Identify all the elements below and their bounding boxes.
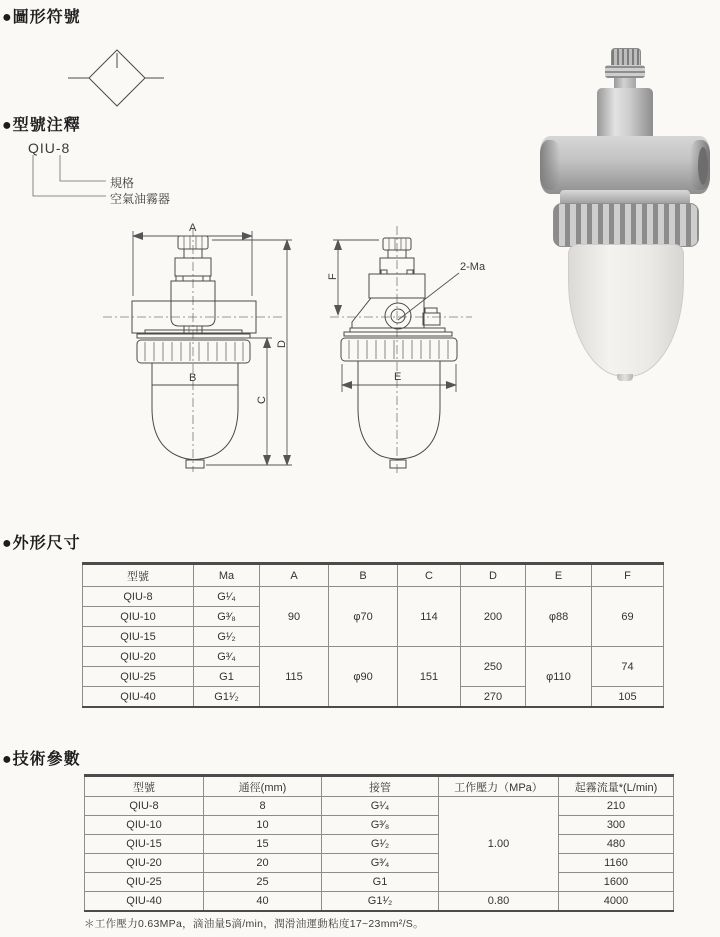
table-header-row bbox=[83, 564, 664, 587]
side-view bbox=[327, 226, 486, 474]
dim-label-b: B bbox=[189, 372, 197, 384]
heading-parameters: ●技術參數 bbox=[2, 751, 81, 768]
cell-model: QIU-25 bbox=[83, 667, 194, 687]
cell-flow: 1160 bbox=[559, 854, 674, 873]
front-view bbox=[103, 222, 292, 472]
col-header: 型號 bbox=[85, 776, 204, 797]
cell-f: 105 bbox=[592, 687, 664, 708]
front-dimensions bbox=[133, 222, 292, 465]
col-header: F bbox=[592, 564, 664, 587]
leader-spec bbox=[60, 155, 106, 181]
cell-ma: G1¹⁄₂ bbox=[194, 687, 260, 708]
front-ring-ribs bbox=[145, 342, 243, 361]
cell-f: 74 bbox=[592, 647, 664, 687]
cell-flow: 480 bbox=[559, 835, 674, 854]
cell-model: QIU-10 bbox=[85, 816, 204, 835]
cell-ma: G¹⁄₄ bbox=[194, 587, 260, 607]
table-row bbox=[83, 587, 664, 607]
photo-port-opening bbox=[698, 147, 708, 185]
col-header: 起霧流量*(L/min) bbox=[559, 776, 674, 797]
cell-f: 69 bbox=[592, 587, 664, 647]
cell-flow: 210 bbox=[559, 797, 674, 816]
cell-flow: 300 bbox=[559, 816, 674, 835]
cell-d: 250 bbox=[461, 647, 526, 687]
table-row bbox=[85, 816, 674, 835]
col-header: A bbox=[260, 564, 329, 587]
dim-label-d: D bbox=[276, 340, 288, 348]
cell-model: QIU-25 bbox=[85, 873, 204, 892]
photo-body bbox=[540, 136, 710, 194]
cell-model: QIU-20 bbox=[85, 854, 204, 873]
table-row bbox=[85, 835, 674, 854]
dimension-table bbox=[82, 562, 664, 708]
cell-d: 200 bbox=[461, 587, 526, 647]
parameter-table bbox=[84, 774, 674, 912]
table-header-row bbox=[85, 776, 674, 797]
cell-port: G¹⁄₂ bbox=[322, 835, 439, 854]
cell-e: φ110 bbox=[526, 647, 592, 708]
table-row bbox=[85, 873, 674, 892]
cell-c: 114 bbox=[398, 587, 461, 647]
cell-bore: 8 bbox=[204, 797, 322, 816]
cell-d: 270 bbox=[461, 687, 526, 708]
heading-dimensions: ●外形尺寸 bbox=[2, 535, 81, 552]
cell-model: QIU-8 bbox=[85, 797, 204, 816]
cell-model: QIU-10 bbox=[83, 607, 194, 627]
col-header: 接管 bbox=[322, 776, 439, 797]
footnote: ＊工作壓力0.63MPa，滴油量5滴/min，潤滑油運動粘度17~23mm²/S。 bbox=[84, 918, 424, 930]
cell-e: φ88 bbox=[526, 587, 592, 647]
dim-label-c: C bbox=[256, 396, 268, 404]
side-dimensions bbox=[327, 240, 486, 392]
cell-bore: 10 bbox=[204, 816, 322, 835]
leader-product bbox=[33, 155, 106, 196]
spec-label: 規格 bbox=[110, 176, 135, 190]
cell-port: G1 bbox=[322, 873, 439, 892]
product-photo bbox=[540, 48, 710, 378]
cell-c: 151 bbox=[398, 647, 461, 708]
cell-model: QIU-8 bbox=[83, 587, 194, 607]
cell-b: φ90 bbox=[329, 647, 398, 708]
cell-model: QIU-20 bbox=[83, 647, 194, 667]
product-label: 空氣油霧器 bbox=[110, 192, 171, 206]
cell-model: QIU-40 bbox=[85, 892, 204, 912]
photo-bowl bbox=[568, 244, 684, 377]
table-row bbox=[85, 854, 674, 873]
col-header: 工作壓力（MPa） bbox=[439, 776, 559, 797]
photo-drain-nipple bbox=[617, 374, 633, 381]
cell-pressure: 0.80 bbox=[439, 892, 559, 912]
col-header: C bbox=[398, 564, 461, 587]
cell-model: QIU-15 bbox=[85, 835, 204, 854]
table-row bbox=[85, 892, 674, 912]
cell-a: 115 bbox=[260, 647, 329, 708]
dim-label-f: F bbox=[327, 273, 339, 280]
photo-left-port bbox=[540, 140, 560, 190]
photo-stem-rings bbox=[605, 65, 645, 78]
model-code: QIU-8 bbox=[28, 140, 71, 156]
cell-port: G1¹⁄₂ bbox=[322, 892, 439, 912]
cell-flow: 4000 bbox=[559, 892, 674, 912]
cell-port: G³⁄₈ bbox=[322, 816, 439, 835]
dim-label-a: A bbox=[189, 222, 197, 234]
col-header: B bbox=[329, 564, 398, 587]
cell-model: QIU-15 bbox=[83, 627, 194, 647]
col-header: 型號 bbox=[83, 564, 194, 587]
col-header: E bbox=[526, 564, 592, 587]
cell-a: 90 bbox=[260, 587, 329, 647]
cell-port: G¹⁄₄ bbox=[322, 797, 439, 816]
side-ring-ribs bbox=[349, 340, 448, 359]
cell-ma: G1 bbox=[194, 667, 260, 687]
port-count-label: 2-Ma bbox=[460, 261, 486, 273]
cell-bore: 40 bbox=[204, 892, 322, 912]
cell-pressure: 1.00 bbox=[439, 797, 559, 892]
cell-bore: 20 bbox=[204, 854, 322, 873]
cell-model: QIU-40 bbox=[83, 687, 194, 708]
technical-drawing bbox=[90, 205, 510, 495]
cell-port: G³⁄₄ bbox=[322, 854, 439, 873]
photo-ring-nut bbox=[553, 203, 699, 247]
dim-label-e: E bbox=[394, 371, 402, 383]
cell-bore: 25 bbox=[204, 873, 322, 892]
col-header: 通徑(mm) bbox=[204, 776, 322, 797]
cell-ma: G³⁄₄ bbox=[194, 647, 260, 667]
col-header: Ma bbox=[194, 564, 260, 587]
cell-ma: G³⁄₈ bbox=[194, 607, 260, 627]
cell-flow: 1600 bbox=[559, 873, 674, 892]
model-notation-leader-lines bbox=[28, 155, 108, 201]
cell-ma: G¹⁄₂ bbox=[194, 627, 260, 647]
lubricator-symbol-diagram bbox=[60, 40, 172, 118]
table-row bbox=[83, 647, 664, 667]
heading-graphic-symbol: ●圖形符號 bbox=[2, 9, 81, 26]
col-header: D bbox=[461, 564, 526, 587]
table-row bbox=[85, 797, 674, 816]
photo-sight-dome bbox=[597, 88, 653, 140]
heading-model-notation: ●型號注釋 bbox=[2, 117, 81, 134]
cell-bore: 15 bbox=[204, 835, 322, 854]
cell-b: φ70 bbox=[329, 587, 398, 647]
